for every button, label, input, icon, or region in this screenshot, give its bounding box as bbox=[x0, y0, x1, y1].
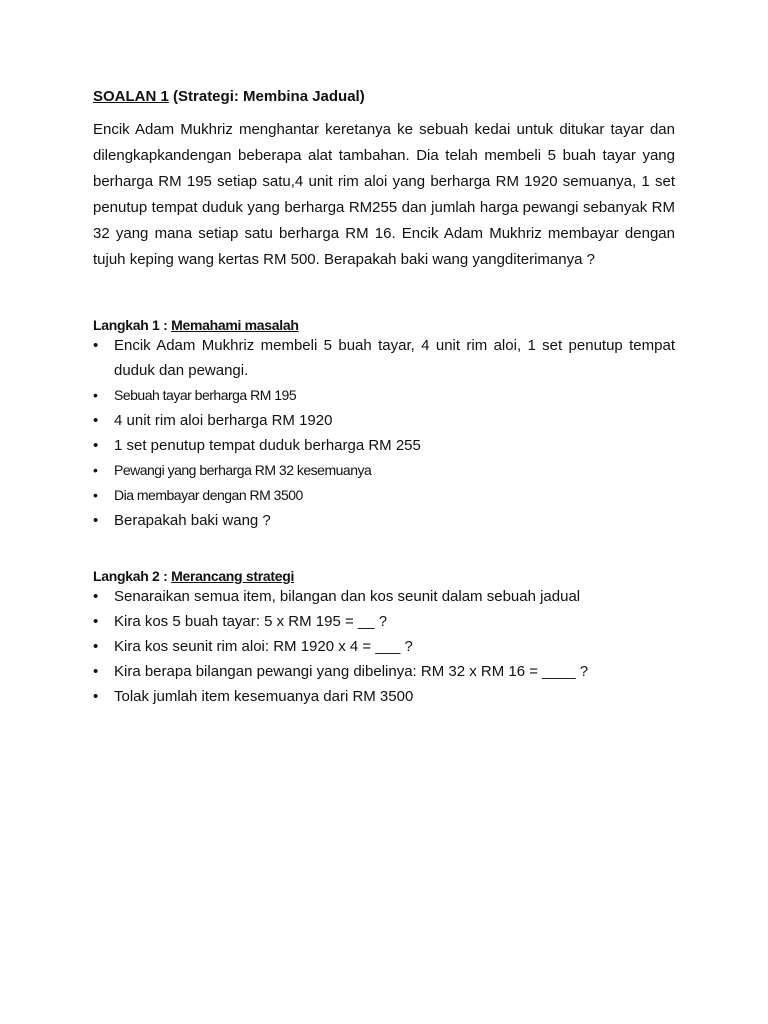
step1-list bbox=[93, 333, 675, 533]
bullet: • bbox=[93, 387, 98, 403]
bullet: • bbox=[93, 688, 99, 705]
step2-list bbox=[93, 584, 675, 709]
bullet: • bbox=[93, 437, 99, 454]
bullet: • bbox=[93, 487, 98, 503]
bullet: • bbox=[93, 512, 99, 529]
list-item bbox=[93, 634, 675, 659]
list-item bbox=[93, 584, 675, 609]
step1-heading bbox=[93, 317, 675, 333]
list-item-text: Tolak jumlah item kesemuanya dari RM 3500 bbox=[114, 688, 414, 705]
list-item-text: 1 set penutup tempat duduk berharga RM 255 bbox=[114, 437, 421, 454]
document-page bbox=[93, 86, 675, 709]
question-label: SOALAN 1 bbox=[93, 88, 169, 105]
list-item bbox=[93, 508, 675, 533]
bullet: • bbox=[93, 337, 99, 354]
bullet: • bbox=[93, 588, 99, 605]
question-strategy: (Strategi: Membina Jadual) bbox=[173, 88, 365, 105]
list-item bbox=[93, 333, 675, 383]
list-item-text: Senaraikan semua item, bilangan dan kos seunit dalam sebuah jadual bbox=[114, 588, 581, 605]
list-item-text: Pewangi yang berharga RM 32 kesemuanya bbox=[114, 462, 372, 478]
list-item-text: Sebuah tayar berharga RM 195 bbox=[114, 387, 297, 403]
question-text: Encik Adam Mukhriz menghantar keretanya ke sebuah kedai untuk ditukar tayar dan dilengkapkandengan beberapa alat tambahan. Dia telah membeli 5 buah tayar yang berharga RM 195 setiap satu,4 unit rim aloi yang berharga RM 1920 semuanya, 1 set penutup tempat duduk yang berharga RM255 dan jumlah harga pewangi sebanyak RM 32 yang mana setiap satu berharga RM 16. Encik Adam Mukhriz membayar dengan tujuh keping wang kertas RM 500. Berapakah baki wang yangditerimanya ? bbox=[93, 121, 675, 268]
list-item bbox=[93, 684, 675, 709]
bullet: • bbox=[93, 663, 99, 680]
step2-heading bbox=[93, 568, 675, 584]
step1-prefix: Langkah 1 : bbox=[93, 317, 172, 333]
step2-title: Merancang strategi bbox=[171, 568, 295, 584]
list-item-text: Berapakah baki wang ? bbox=[114, 512, 271, 529]
step1-title: Memahami masalah bbox=[171, 317, 299, 333]
list-item-text: Kira kos seunit rim aloi: RM 1920 x 4 = ___ ? bbox=[114, 638, 413, 655]
bullet: • bbox=[93, 462, 98, 478]
bullet: • bbox=[93, 412, 99, 429]
list-item bbox=[93, 433, 675, 458]
list-item bbox=[93, 383, 675, 408]
list-item bbox=[93, 408, 675, 433]
bullet: • bbox=[93, 613, 99, 630]
list-item bbox=[93, 609, 675, 634]
list-item bbox=[93, 458, 675, 483]
question-title bbox=[93, 86, 675, 108]
list-item-text: 4 unit rim aloi berharga RM 1920 bbox=[114, 412, 333, 429]
list-item-text: Kira berapa bilangan pewangi yang dibelinya: RM 32 x RM 16 = ____ ? bbox=[114, 663, 589, 680]
list-item-text: Dia membayar dengan RM 3500 bbox=[114, 487, 303, 503]
list-item-text: Encik Adam Mukhriz membeli 5 buah tayar, 4 unit rim aloi, 1 set penutup tempat duduk dan pewangi. bbox=[114, 337, 675, 379]
step2-prefix: Langkah 2 : bbox=[93, 568, 172, 584]
list-item-text: Kira kos 5 buah tayar: 5 x RM 195 = __ ? bbox=[114, 613, 388, 630]
list-item bbox=[93, 659, 675, 684]
list-item bbox=[93, 483, 675, 508]
bullet: • bbox=[93, 638, 99, 655]
